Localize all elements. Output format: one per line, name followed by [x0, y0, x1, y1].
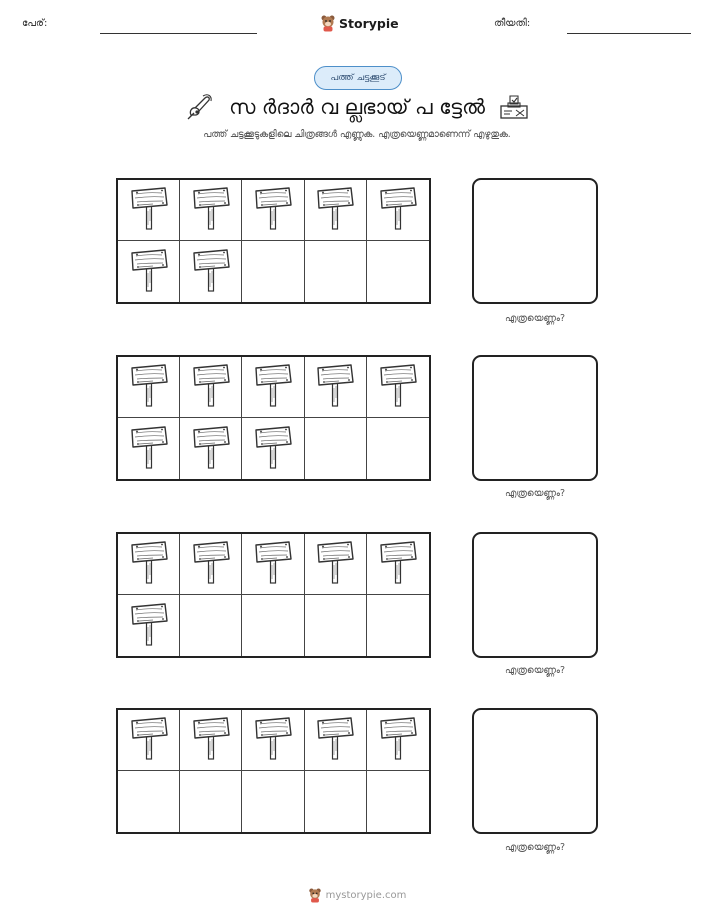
wooden-signpost-icon [129, 247, 169, 297]
how-many-prompt: എത്രയെണ്ണം? [504, 488, 566, 499]
ten-frame-cell [367, 771, 429, 832]
scroll-quill-icon [185, 93, 215, 121]
ten-frame-cell [305, 534, 367, 595]
ten-frame-cell [118, 710, 180, 771]
ten-frame-cell [367, 180, 429, 241]
ten-frame-cell [305, 710, 367, 771]
ten-frame-cell [305, 771, 367, 832]
brand-name: Storypie [339, 15, 399, 31]
answer-box[interactable] [472, 708, 598, 834]
ten-frame-cell [242, 595, 304, 656]
mascot-bear-icon [308, 887, 322, 903]
wooden-signpost-icon [315, 362, 355, 412]
wooden-signpost-icon [129, 185, 169, 235]
ten-frame-cell [367, 595, 429, 656]
wooden-signpost-icon [191, 362, 231, 412]
wooden-signpost-icon [378, 539, 418, 589]
wooden-signpost-icon [253, 424, 293, 474]
ten-frame-cell [180, 180, 242, 241]
answer-box[interactable] [472, 355, 598, 481]
ten-frame-cell [242, 357, 304, 418]
wooden-signpost-icon [191, 247, 231, 297]
wooden-signpost-icon [129, 601, 169, 651]
ten-frame [116, 708, 431, 834]
ten-frame-cell [118, 771, 180, 832]
wooden-signpost-icon [129, 715, 169, 765]
mascot-bear-icon [320, 14, 336, 32]
ten-frame-cell [118, 418, 180, 479]
how-many-prompt: എത്രയെണ്ണം? [504, 842, 566, 853]
ten-frame-cell [180, 595, 242, 656]
wooden-signpost-icon [315, 539, 355, 589]
ten-frame-cell [180, 241, 242, 302]
how-many-prompt: എത്രയെണ്ണം? [504, 313, 566, 324]
wooden-signpost-icon [129, 424, 169, 474]
ten-frame-cell [180, 418, 242, 479]
how-many-prompt: എത്രയെണ്ണം? [504, 665, 566, 676]
wooden-signpost-icon [315, 185, 355, 235]
wooden-signpost-icon [191, 539, 231, 589]
ten-frame-cell [180, 534, 242, 595]
ten-frame-cell [118, 595, 180, 656]
wooden-signpost-icon [315, 715, 355, 765]
wooden-signpost-icon [253, 362, 293, 412]
ten-frame-cell [118, 357, 180, 418]
ten-frame-cell [305, 357, 367, 418]
ten-frame-cell [305, 595, 367, 656]
ten-frame-cell [367, 357, 429, 418]
wooden-signpost-icon [378, 185, 418, 235]
footer-url: mystorypie.com [325, 889, 407, 901]
ten-frame-cell [180, 710, 242, 771]
wooden-signpost-icon [378, 362, 418, 412]
ten-frame-cell [180, 771, 242, 832]
ten-frame-cell [305, 180, 367, 241]
wooden-signpost-icon [378, 715, 418, 765]
vote-ballot-icon [499, 94, 529, 120]
ten-frame [116, 355, 431, 481]
ten-frame [116, 532, 431, 658]
title-row [0, 90, 714, 124]
wooden-signpost-icon [253, 715, 293, 765]
badge-label: പത്ത് ചട്ടക്കൂട് [330, 73, 386, 83]
brand-logo [320, 12, 400, 34]
ten-frame-cell [242, 710, 304, 771]
ten-frame-cell [180, 357, 242, 418]
wooden-signpost-icon [129, 539, 169, 589]
wooden-signpost-icon [191, 715, 231, 765]
wooden-signpost-icon [191, 424, 231, 474]
answer-box[interactable] [472, 178, 598, 304]
ten-frame-cell [118, 241, 180, 302]
name-label: പേര്: [22, 18, 48, 29]
ten-frame [116, 178, 431, 304]
footer [0, 884, 714, 906]
ten-frame-cell [118, 534, 180, 595]
answer-box[interactable] [472, 532, 598, 658]
date-write-line [567, 33, 691, 34]
ten-frame-cell [242, 180, 304, 241]
ten-frame-cell [242, 241, 304, 302]
page-title: സ ർദാർ വ ല്ലഭായ് പ ട്ടേൽ [229, 94, 485, 119]
instructions: പത്ത് ചട്ടക്കൂടുകളിലെ ചിത്രങ്ങൾ എണ്ണുക. എത്രയെണ്ണമാണെന്ന് എഴുതുക. [203, 129, 511, 140]
ten-frame-cell [305, 418, 367, 479]
wooden-signpost-icon [129, 362, 169, 412]
ten-frame-cell [367, 241, 429, 302]
name-write-line [100, 33, 257, 34]
ten-frame-cell [242, 771, 304, 832]
ten-frame-cell [242, 418, 304, 479]
wooden-signpost-icon [253, 185, 293, 235]
ten-frame-cell [242, 534, 304, 595]
ten-frame-cell [367, 534, 429, 595]
wooden-signpost-icon [191, 185, 231, 235]
ten-frame-cell [118, 180, 180, 241]
ten-frame-cell [367, 710, 429, 771]
worksheet-type-badge [314, 66, 402, 90]
ten-frame-cell [305, 241, 367, 302]
date-label: തീയതി: [494, 18, 531, 29]
ten-frame-cell [367, 418, 429, 479]
wooden-signpost-icon [253, 539, 293, 589]
